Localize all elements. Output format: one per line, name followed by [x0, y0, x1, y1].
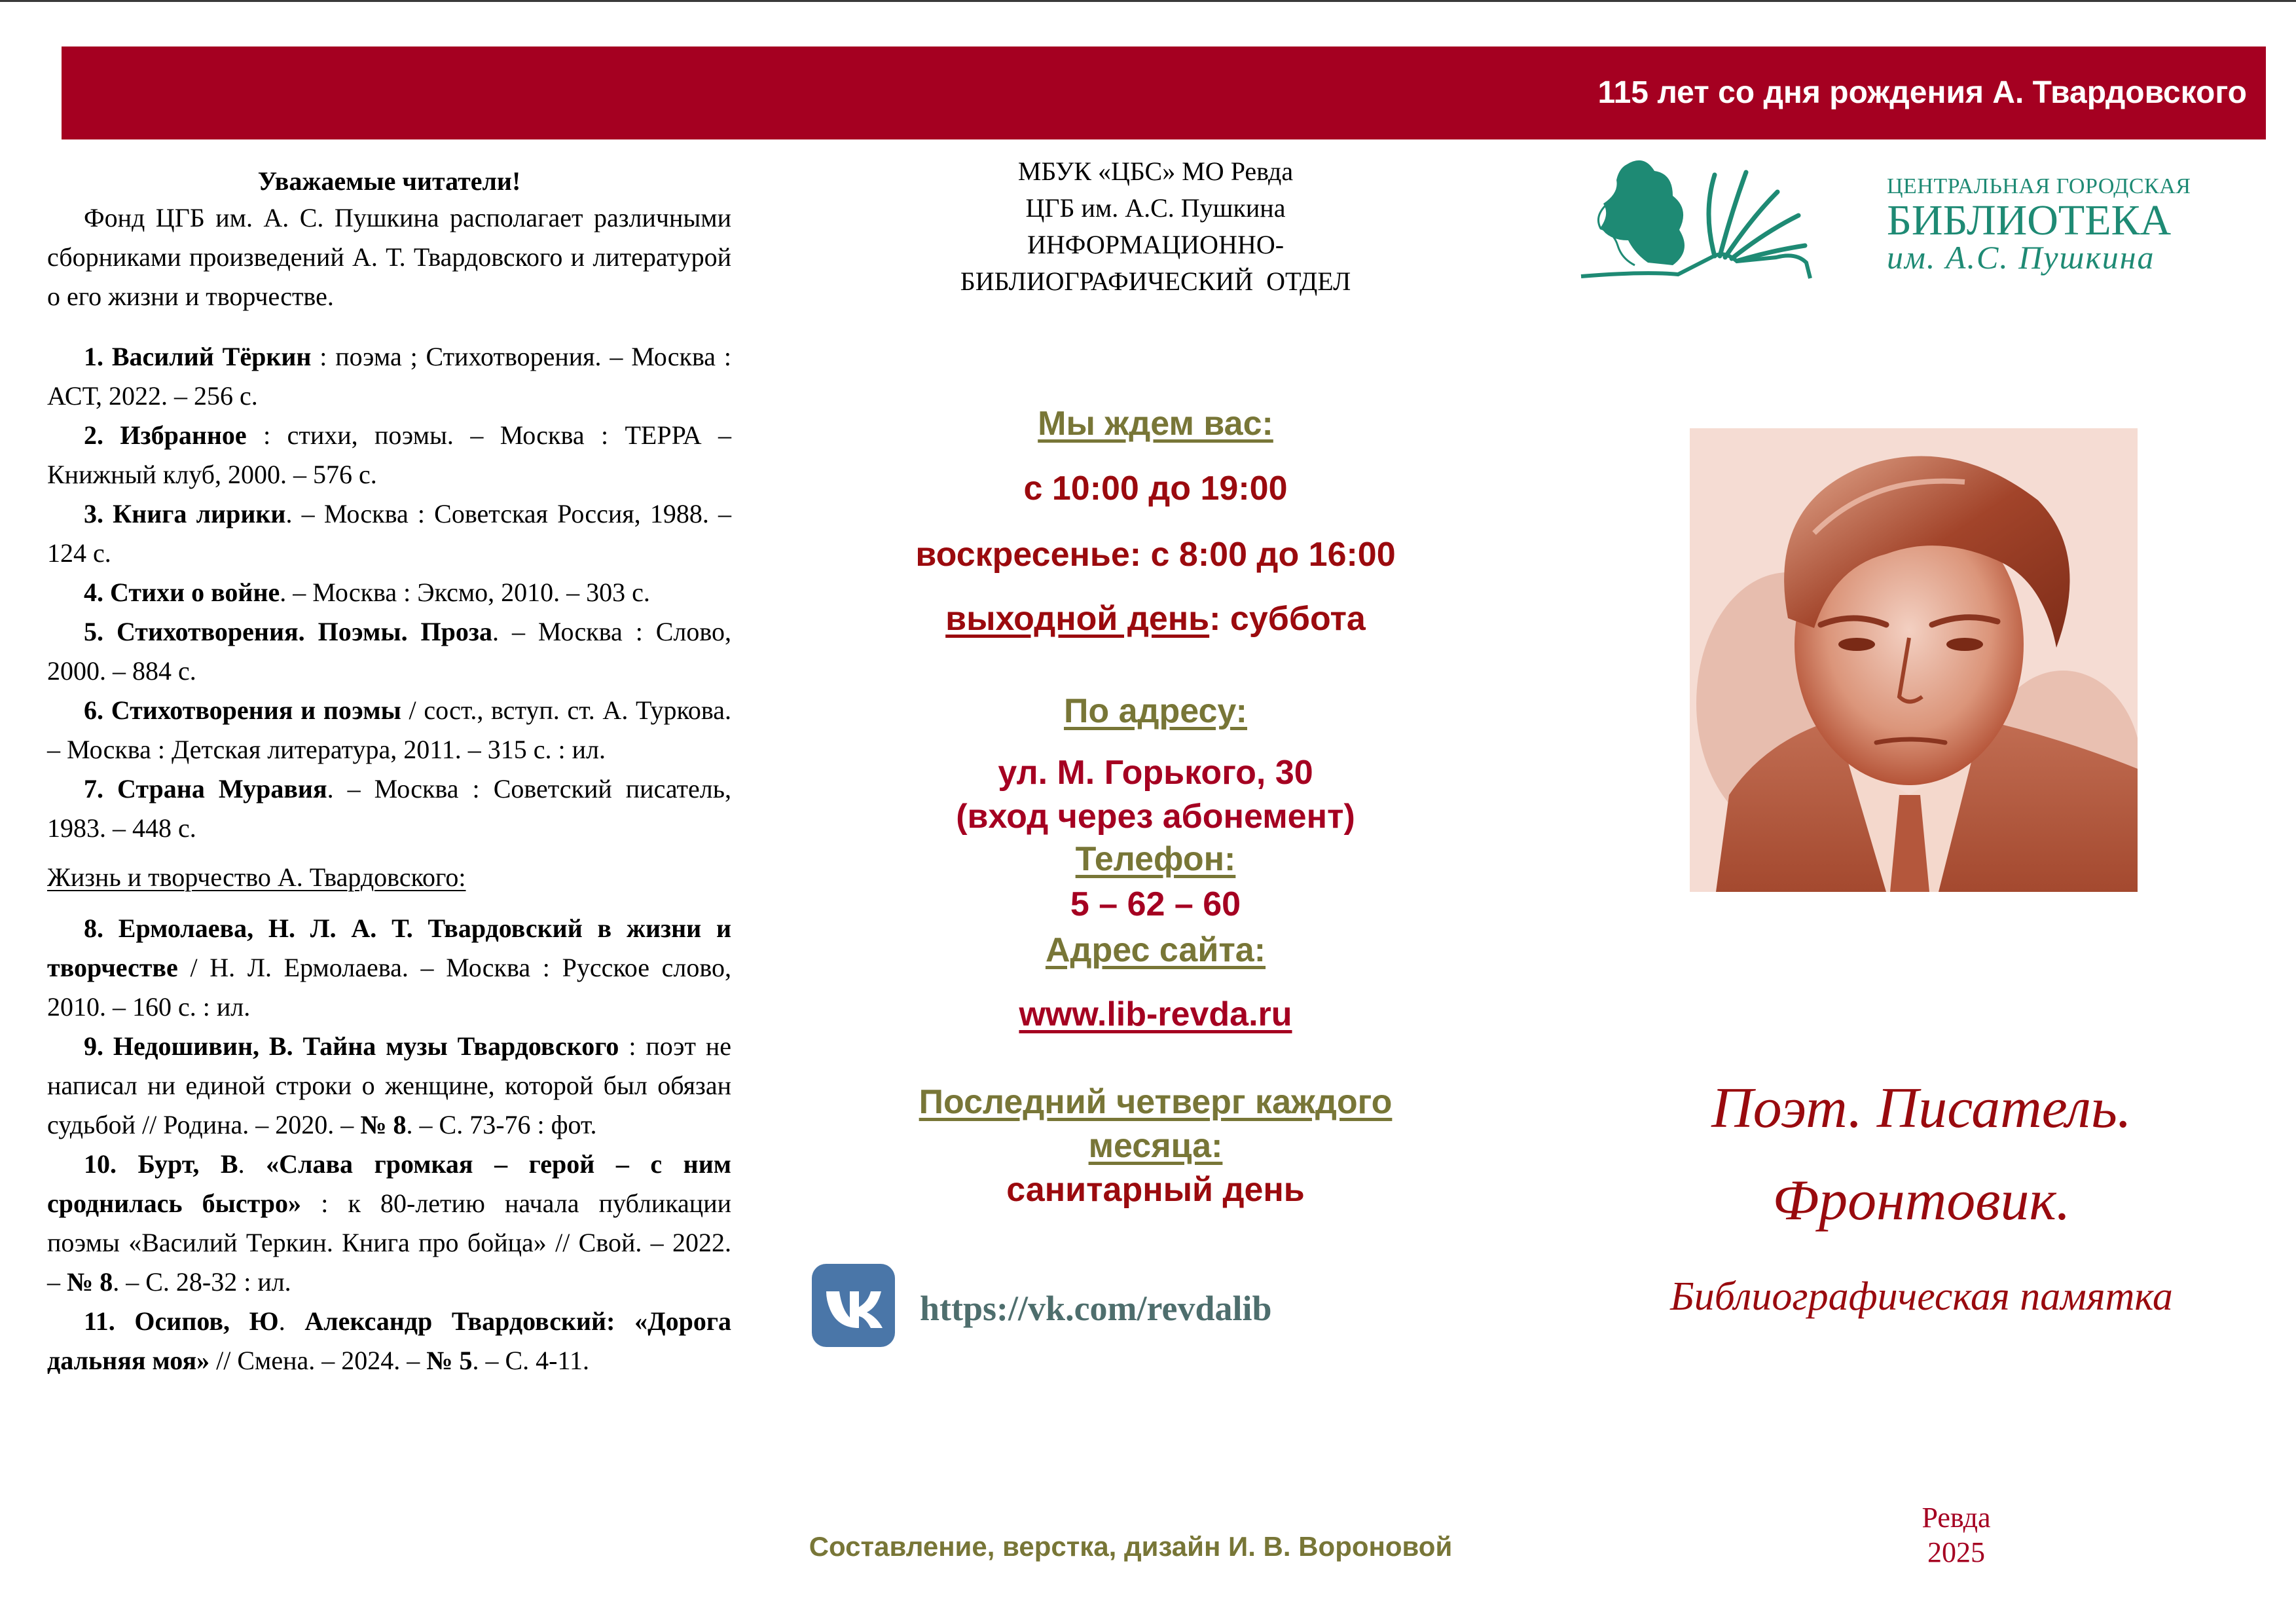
entry-details: . – С. 28-32 : ил. — [113, 1267, 291, 1297]
day-off-label: выходной день — [945, 600, 1210, 638]
works-list — [47, 337, 731, 848]
entry-title: № 8 — [360, 1110, 407, 1139]
bibliography-entry — [47, 573, 731, 612]
entry-title: 5. Стихотворения. Поэмы. Проза — [84, 617, 492, 646]
entry-title: 8. Ермолаева, Н. Л. А. Т. Твардовский в жизни и творчестве — [47, 913, 731, 982]
sanitary-heading-row-1 — [812, 1082, 1499, 1122]
organization-block — [812, 153, 1499, 300]
entry-title: 10. Бурт, В — [84, 1149, 238, 1179]
entry-details: : стихи, поэмы. – Москва : ТЕРРА – Книжный клуб, 2000. – 576 с. — [47, 420, 732, 489]
website-row — [812, 995, 1499, 1034]
entry-title: 7. Страна Муравия — [84, 774, 327, 803]
entry-details: . – Москва : Слово, 2000. – 884 с. — [47, 617, 732, 686]
bibliography-entry — [47, 494, 731, 573]
bibliography-entry — [47, 337, 731, 416]
org-line: ЦГБ им. А.С. Пушкина — [1025, 193, 1286, 223]
imprint-year: 2025 — [1927, 1536, 1985, 1568]
banner-title: 115 лет со дня рождения А. Твардовского — [1597, 75, 2247, 110]
entry-details: . – Москва : Советская Россия, 1988. – 124 с. — [47, 499, 732, 568]
vk-link[interactable]: https://vk.com/revdalib — [920, 1289, 1272, 1328]
logo-line-3: им. А.С. Пушкина — [1887, 239, 2155, 276]
working-hours: с 10:00 до 19:00 — [1023, 470, 1288, 507]
top-border — [0, 0, 2296, 2]
schedule-heading-row — [812, 404, 1499, 443]
org-line: БИБЛИОГРАФИЧЕСКИЙ ОТДЕЛ — [960, 267, 1351, 296]
entry-title: 4. Стихи о войне — [84, 578, 280, 607]
bibliography-entry — [47, 1027, 731, 1145]
phone-heading-row — [812, 840, 1499, 879]
greeting-heading: Уважаемые читатели! — [257, 166, 521, 196]
vk-logo-glyph — [812, 1264, 895, 1347]
day-off-value: : суббота — [1209, 600, 1366, 638]
address-note: (вход через абонемент) — [956, 798, 1355, 836]
schedule-heading: Мы ждем вас: — [1038, 405, 1273, 443]
header-banner — [62, 46, 2266, 139]
entry-title: «Слава громкая – герой – с ним сроднилась быстро» — [47, 1149, 732, 1218]
sunday-hours: воскресенье: с 8:00 до 16:00 — [915, 536, 1396, 574]
entry-details: . – С. 4-11. — [472, 1346, 589, 1375]
org-line: ИНФОРМАЦИОННО- — [1027, 230, 1285, 259]
cover-title-line-2: Фронтовик. — [1772, 1169, 2071, 1232]
bibliography-entry — [47, 1302, 731, 1380]
entry-details: : поэт не написал ни единой строки о женщине, которой был обязан судьбой // Родина. – 2020. – — [47, 1031, 731, 1139]
address-heading-row — [812, 692, 1499, 731]
sanitary-heading-line-2: месяца: — [1088, 1127, 1223, 1165]
org-line: МБУК «ЦБС» МО Ревда — [1017, 157, 1294, 186]
entry-title: 6. Стихотворения и поэмы — [84, 695, 401, 725]
entry-title: 1. Василий Тёркин — [84, 342, 312, 371]
bibliography-entry — [47, 1145, 731, 1302]
entry-title: № 8 — [67, 1267, 113, 1297]
logo-line-2: БИБЛИОТЕКА — [1887, 196, 2172, 244]
author-portrait — [1690, 428, 2138, 892]
cover-subtitle: Библиографическая памятка — [1670, 1274, 2173, 1319]
bibliography-entry — [47, 691, 731, 769]
entry-title: № 5 — [426, 1346, 473, 1375]
entry-details: : поэма ; Стихотворения. – Москва : АСТ, 2022. – 256 с. — [47, 342, 731, 411]
sanitary-heading-line-1: Последний четверг каждого — [919, 1083, 1393, 1121]
section-heading: Жизнь и творчество А. Твардовского: — [47, 862, 466, 892]
entry-title: 3. Книга лирики — [84, 499, 286, 528]
address-heading: По адресу: — [1064, 692, 1247, 730]
cover-title-line-1: Поэт. Писатель. — [1711, 1077, 2132, 1140]
entry-details: . – Москва : Советский писатель, 1983. – 448 с. — [47, 774, 731, 843]
website-link[interactable]: www.lib-revda.ru — [1019, 995, 1292, 1033]
entry-details: : к 80-летию начала публикации поэмы «Василий Теркин. Книга про бойца» // Свой. – 2022. – — [47, 1189, 732, 1297]
vk-icon[interactable] — [812, 1264, 895, 1347]
imprint-city: Ревда — [1922, 1502, 1991, 1534]
entry-details: / сост., вступ. ст. А. Туркова. – Москва : Детская литература, 2011. – 315 с. : ил. — [47, 695, 731, 764]
website-heading: Адрес сайта: — [1045, 931, 1266, 969]
entry-details: / Н. Л. Ермолаева. – Москва : Русское слово, 2010. – 160 с. : ил. — [47, 953, 731, 1022]
intro-paragraph: Фонд ЦГБ им. А. С. Пушкина располагает различными сборниками произведений А. Т. Твардовского и литературой о его жизни и творчестве. — [47, 203, 731, 311]
bibliography-entry — [47, 769, 731, 848]
sanitary-heading-row-2 — [812, 1126, 1499, 1166]
phone-heading: Телефон: — [1075, 840, 1236, 878]
library-logo-icon — [1580, 153, 1868, 280]
entry-details: . – С. 73-76 : фот. — [406, 1110, 597, 1139]
bibliography-entry — [47, 416, 731, 494]
imprint — [1858, 1500, 2054, 1570]
bibliography-entry — [47, 909, 731, 1027]
logo-line-1: ЦЕНТРАЛЬНАЯ ГОРОДСКАЯ — [1887, 174, 2191, 198]
entry-title: Александр Твардовский: «Дорога дальняя моя» — [47, 1306, 731, 1375]
bibliography-entry — [47, 612, 731, 691]
credits: Составление, верстка, дизайн И. В. Вороновой — [809, 1531, 1453, 1562]
entry-details: . — [278, 1306, 305, 1336]
address-street: ул. М. Горького, 30 — [998, 754, 1313, 792]
literature-list — [47, 909, 731, 1380]
bibliography-column — [47, 164, 731, 1380]
sanitary-day: санитарный день — [1006, 1171, 1305, 1209]
entry-title: 11. Осипов, Ю — [84, 1306, 279, 1336]
entry-title: 2. Избранное — [84, 420, 247, 450]
website-heading-row — [812, 931, 1499, 970]
entry-details: // Смена. – 2024. – — [210, 1346, 427, 1375]
entry-details: . — [238, 1149, 266, 1179]
phone-number: 5 – 62 – 60 — [1070, 885, 1241, 923]
entry-title: 9. Недошивин, В. Тайна музы Твардовского — [84, 1031, 619, 1061]
day-off-row — [812, 599, 1499, 638]
entry-details: . – Москва : Эксмо, 2010. – 303 с. — [280, 578, 650, 607]
